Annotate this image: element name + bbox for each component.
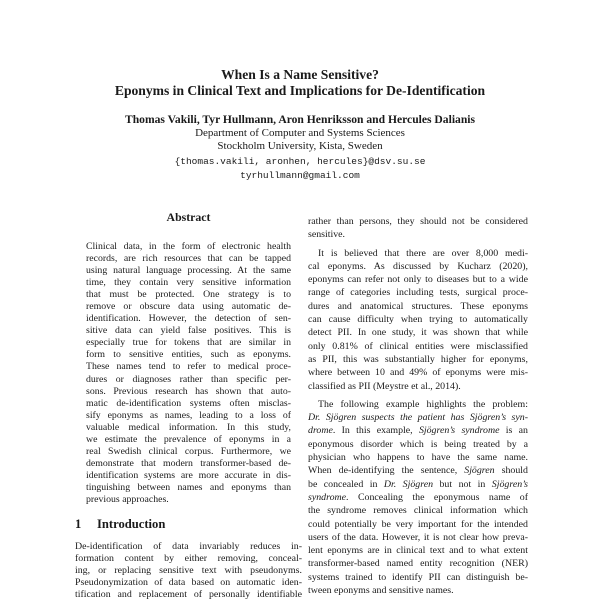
text-line: eponymous disorder which is being treated by a [308, 438, 528, 450]
text-line: classified as PII (Meystre et al., 2014). [308, 380, 461, 392]
text-line: where between 10 and 49% of eponyms were mis- [308, 367, 528, 379]
title-line-2: Eponyms in Clinical Text and Implications for De-Identification [114, 83, 486, 98]
text-line: tween eponyms and sensitive names. [308, 585, 454, 597]
text-line: especially true for tokens that are similar in [86, 337, 291, 349]
email-individual: tyrhullmann@gmail.com [240, 169, 360, 181]
text-line: The following example highlights the problem: [318, 398, 528, 410]
section-number: 1 [75, 517, 82, 532]
text-line: using natural language processing. At the same [86, 265, 291, 277]
text-line: lent eponyms are in clinical text and to what extent [308, 545, 528, 557]
text-line: syndrome. Concealing the eponymous name of [308, 491, 528, 503]
abstract-heading: Abstract [166, 210, 211, 224]
affiliation-department: Department of Computer and Systems Sciences [195, 127, 405, 139]
abstract-body [86, 241, 291, 506]
text-line: users of the data. However, it is not clear how preva- [308, 531, 528, 543]
email-group: {thomas.vakili, aronhen, hercules}@dsv.su.se [174, 156, 426, 168]
text-line: form to sensitive entities, such as eponyms. [86, 349, 291, 361]
text-line: rather than persons, they should not be considered [308, 216, 528, 227]
text-line: sify eponyms as names, leading to a loss of [86, 409, 291, 421]
text-line: dures and anatomical structures. These eponyms [308, 300, 528, 312]
affiliation-university: Stockholm University, Kista, Sweden [217, 140, 383, 153]
text-line: identification. However, the detection of sen- [86, 313, 291, 325]
text-line: It is believed that there are over 8,000 medi- [318, 247, 528, 259]
text-line: can cause difficulty when trying to automatically [308, 314, 528, 326]
paragraph-eponym-stats [308, 247, 528, 393]
text-line: formation content by either removing, conceal- [75, 552, 302, 564]
text-line: tinguishing between names and eponyms than [86, 481, 291, 493]
author-list: Thomas Vakili, Tyr Hullmann, Aron Henriksson and Hercules Dalianis [124, 113, 476, 126]
text-line: detect PII. In one study, it was shown that while [308, 327, 528, 339]
text-line: When de-identifying the sentence, Sjögren should [308, 465, 528, 477]
text-line: previous approaches. [86, 493, 169, 505]
abstract-section [75, 211, 302, 506]
left-column [75, 205, 302, 600]
text-line: demonstrate that modern transformer-based de- [86, 457, 291, 469]
text-line: Dr. Sjögren suspects the patient has Sjögren’s syn- [308, 412, 528, 424]
text-line: remove or obscure data using automatic de- [86, 301, 291, 313]
text-line: identification systems are more accurate in dis- [86, 469, 291, 481]
text-line: transformer-based named entity recognition (NER) [308, 558, 528, 570]
right-column [308, 215, 528, 597]
text-line: Clinical data, in the form of electronic health [86, 241, 291, 252]
title-line-1: When Is a Name Sensitive? [221, 67, 379, 82]
paper-title [0, 67, 600, 99]
text-line: Pseudonymization of data based on automatic iden- [75, 576, 302, 588]
text-line: eponyms can refer not only to diseases but to a wide [308, 274, 528, 286]
introduction-heading [75, 517, 302, 531]
text-line: real Swedish clinical corpus. Furthermore, we [86, 445, 291, 457]
text-line: dures or diagnoses rather than specific per- [86, 373, 291, 385]
paragraph-continuation [308, 215, 528, 242]
text-line: matic de-identification systems often misclas- [86, 397, 291, 409]
text-line: valuable medical information. In this study, [86, 421, 291, 433]
text-line: De-identification of data invariably reduces in- [75, 541, 302, 553]
text-line: time, they contain very sensitive information [86, 277, 291, 289]
text-line: tification and replacement of personally identifiable [75, 588, 302, 600]
text-line: systems trained to identify PII can distinguish be- [308, 571, 528, 583]
text-line: be concealed in Dr. Sjögren but not in Sjögren’s [308, 478, 528, 490]
text-line: we estimate the prevalence of eponyms in a [86, 433, 291, 445]
text-line: physician who happens to have the same name. [308, 452, 528, 464]
text-line: range of categories including tests, surgical proce- [308, 287, 528, 299]
paragraph-sjogren-example [308, 398, 528, 597]
text-line: could potentially be very important for the intended [308, 518, 528, 530]
text-line: that must be protected. One strategy is to [86, 289, 291, 301]
text-line: sitive data can yield false positives. This is [86, 325, 291, 337]
text-line: as PII, this was substantially higher for eponyms, [308, 353, 528, 365]
section-title: Introduction [97, 517, 166, 532]
text-line: sons. Previous research has shown that auto- [86, 385, 291, 397]
text-line: ing, or replacing sensitive text with pseudonyms. [75, 564, 302, 576]
text-line: sensitive. [308, 229, 346, 241]
text-line: These names tend to refer to medical proce- [86, 361, 291, 373]
paper-header [0, 67, 600, 182]
text-line: cal eponyms. As discussed by Kucharz (2020), [308, 260, 528, 272]
introduction-body [75, 541, 302, 600]
text-line: drome. In this example, Sjögren’s syndrome is an [308, 425, 528, 437]
text-line: the syndrome removes clinical information which [308, 505, 528, 517]
text-line: only 0.81% of clinical entities were misclassified [308, 340, 528, 352]
text-line: records, are rich resources that can be tapped [86, 253, 291, 265]
